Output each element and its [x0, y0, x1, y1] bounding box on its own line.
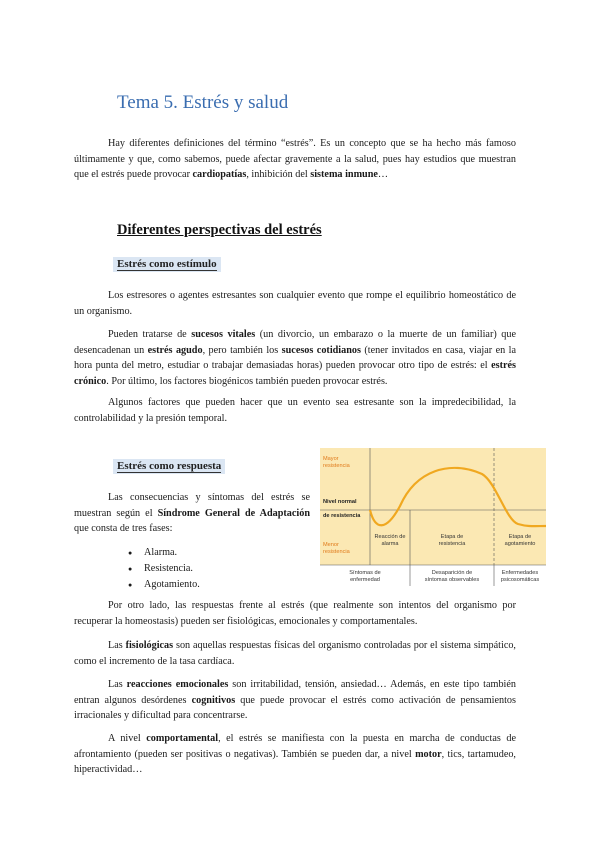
respuesta-p4-bold-1: reacciones emocionales: [126, 679, 229, 690]
phases-list: [128, 545, 200, 593]
intro-text-1: Hay diferentes definiciones del término “estrés”. Es un concepto que se ha hecho más famoso últimamente y que, como sabemos, puede afectar gravemente a la salud, pues hay estudios que muestran que el estrés puede provocar: [74, 138, 516, 181]
estimulo-p2-bold-3: sucesos cotidianos: [281, 344, 361, 356]
stage-exhaustion-1: Etapa de: [508, 534, 532, 540]
respuesta-p3-text-1: Las: [108, 640, 126, 651]
respuesta-p5-bold-2: motor: [415, 748, 442, 760]
stage-resistance-1: Etapa de: [440, 534, 464, 540]
respuesta-p4-text-3: que puede provocar el estrés como activación de pensamientos irracionales y dificultad para concentrarse.: [74, 694, 516, 722]
stage-exhaustion-2: agotamiento: [504, 541, 536, 547]
intro-bold-2: sistema inmune: [310, 169, 378, 181]
respuesta-paragraph-3: [74, 638, 516, 669]
label-high-1: Mayor: [323, 456, 339, 462]
foot-symptoms-1: Síntomas de: [349, 570, 381, 576]
stage-resistance-2: resistencia: [438, 541, 466, 547]
intro-text-3: …: [377, 169, 389, 181]
estimulo-paragraph-3: Algunos factores que pueden hacer que un evento sea estresante son la impredecibilidad, la controlabilidad y la presión temporal.: [74, 397, 516, 424]
heading-respuesta: [113, 459, 225, 474]
respuesta-p4-text-2: son irritabilidad, tensión, ansiedad… Además, en este tipo también entran algunos desórdenes: [74, 679, 516, 706]
estimulo-p2-text-3: , pero también los: [202, 344, 282, 356]
foot-disappear-1: Desaparición de: [431, 570, 473, 576]
estimulo-p2-bold-2: estrés agudo: [147, 344, 203, 356]
respuesta-p1-text-2: que consta de tres fases:: [74, 523, 173, 535]
section-title: Diferentes perspectivas del estrés: [117, 222, 322, 238]
respuesta-p5-bold-1: comportamental: [146, 733, 219, 744]
estimulo-p2-bold-1: sucesos vitales: [191, 329, 256, 340]
respuesta-p1-bold-1: Síndrome General de Adaptación: [157, 507, 310, 519]
respuesta-p1-text-1: Las consecuencias y síntomas del estrés se muestran según el: [74, 492, 310, 519]
respuesta-p5-text-2: , el estrés se manifiesta con la puesta en marcha de conductas de afrontamiento (pueden ser positivas o negativas). También se pueden dar, a nivel: [74, 733, 517, 760]
heading-estimulo-text: Estrés como estímulo: [117, 258, 217, 270]
estimulo-paragraph-2: [74, 327, 516, 389]
page-title: Tema 5. Estrés y salud: [117, 92, 289, 113]
foot-symptoms-2: enfermedad: [350, 577, 380, 583]
heading-respuesta-text: Estrés como respuesta: [117, 460, 222, 472]
stage-alarm-1: Reacción de: [374, 534, 406, 540]
respuesta-p3-bold-1: fisiológicas: [125, 640, 174, 651]
respuesta-p3-text-2: son aquellas respuestas físicas del organismo controladas por el sistema simpático, como el incremento de la tasa cardíaca.: [74, 640, 516, 667]
estimulo-p2-text-2: (un divorcio, un embarazo o la muerte de un familiar) que desencadenan un: [74, 329, 516, 356]
respuesta-p5-text-1: A nivel: [108, 733, 147, 744]
label-normal-1: Nivel normal: [323, 499, 357, 505]
foot-psychosomatic-2: psicosomáticas: [500, 577, 540, 583]
adaptation-syndrome-figure: [320, 448, 546, 586]
list-item: ● Alarma.: [128, 545, 200, 561]
respuesta-paragraph-5: [74, 731, 516, 778]
estimulo-p2-bold-4: estrés crónico: [74, 360, 516, 387]
estimulo-p2-text-5: . Por último, los factores biogénicos también pueden provocar estrés.: [106, 375, 388, 387]
intro-bold-1: cardiopatías: [192, 169, 247, 181]
estimulo-p2-text-1: Pueden tratarse de: [108, 329, 192, 340]
heading-estimulo: [113, 257, 221, 272]
label-high-2: resistencia: [323, 463, 350, 469]
foot-psychosomatic-1: Enfermedades: [501, 570, 539, 576]
label-low-2: resistencia: [323, 549, 350, 555]
estimulo-p2-text-4: (tener invitados en casa, viajar en la hora punta del metro, estudiar o trabajar demasiadas horas) pueden provocar otro tipo de estrés: el: [74, 344, 516, 372]
stage-alarm-2: alarma: [381, 541, 399, 547]
respuesta-p5-text-3: , tics, tartamudeo, hiperactividad…: [74, 748, 516, 776]
respuesta-paragraph-2: Por otro lado, las respuestas frente al estrés (que realmente son intentos del organismo por recuperar la homeostasis) pueden ser fisiológicas, emocionales y comportamentales.: [74, 600, 516, 627]
respuesta-paragraph-1: [74, 490, 310, 537]
intro-paragraph: [74, 136, 516, 183]
respuesta-p4-text-1: Las: [108, 679, 127, 690]
respuesta-p4-bold-2: cognitivos: [191, 694, 236, 706]
list-item: ● Agotamiento.: [128, 577, 200, 593]
estimulo-paragraph-1: Los estresores o agentes estresantes son cualquier evento que rompe el equilibrio homeostático de un organismo.: [74, 290, 516, 317]
foot-disappear-2: síntomas observables: [424, 577, 480, 583]
label-normal-2: de resistencia: [323, 513, 361, 519]
intro-text-2: , inhibición del: [246, 169, 311, 181]
respuesta-paragraph-4: [74, 677, 516, 724]
label-low-1: Menor: [323, 542, 339, 548]
list-item: ● Resistencia.: [128, 561, 200, 577]
figure-background: [320, 448, 546, 565]
